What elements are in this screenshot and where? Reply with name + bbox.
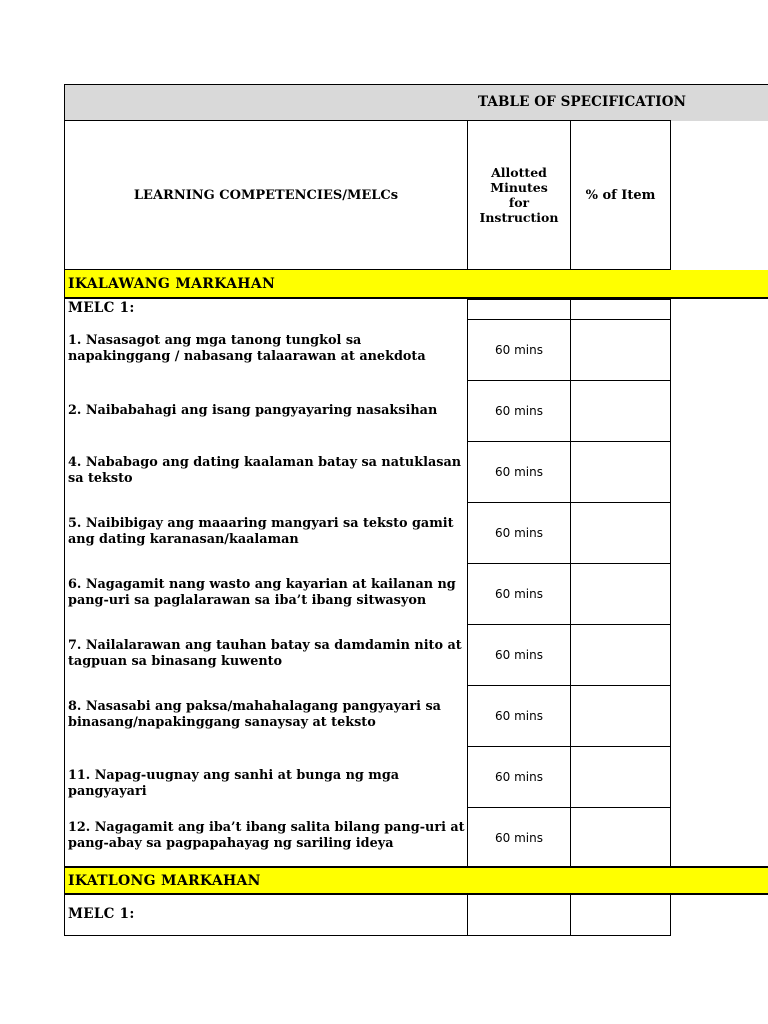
- competency-text: 1. Nasasagot ang mga tanong tungkol sa napakinggang / nabasang talaarawan at anekdota: [68, 333, 426, 364]
- section-header-ikatlong: IKATLONG MARKAHAN: [64, 866, 768, 895]
- title-bar: [64, 84, 768, 121]
- competency-row: [64, 381, 468, 442]
- table-title: TABLE OF SPECIFICATION: [478, 94, 687, 110]
- melc-label: MELC 1:: [68, 300, 135, 316]
- section-header-ikalawang: IKALAWANG MARKAHAN: [64, 270, 768, 299]
- competency-text: 11. Napag-uugnay ang sanhi at bunga ng mga pangyayari: [68, 768, 400, 799]
- competency-row: [64, 503, 468, 564]
- percent-cell: [570, 895, 671, 936]
- minutes-cell: [467, 625, 571, 686]
- competency-text: 6. Nagagamit nang wasto ang kayarian at kailanan ng pang-uri sa paglalarawan sa iba’t ibang sitwasyon: [68, 577, 456, 608]
- minutes-cell: [467, 895, 571, 936]
- percent-cell: [570, 625, 671, 686]
- competency-row: [64, 625, 468, 686]
- percent-cell: [570, 381, 671, 442]
- header-percent: % of Item: [570, 120, 671, 271]
- minutes-value: 60 mins: [495, 465, 543, 479]
- minutes-value: 60 mins: [495, 648, 543, 662]
- competency-text: 7. Nailalarawan ang tauhan batay sa damdamin nito at tagpuan sa binasang kuwento: [68, 638, 462, 669]
- competency-text: 2. Naibabahagi ang isang pangyayaring nasaksihan: [68, 403, 438, 418]
- competency-text: 8. Nasasabi ang paksa/mahahalagang pangyayari sa binasang/napakinggang sanaysay at teksto: [68, 699, 441, 730]
- competency-row: [64, 320, 468, 381]
- competency-row: [64, 808, 468, 867]
- competency-row: [64, 747, 468, 808]
- percent-cell: [570, 808, 671, 867]
- header-minutes: [467, 120, 571, 271]
- minutes-cell: [467, 564, 571, 625]
- percent-cell: [570, 299, 671, 320]
- minutes-value: 60 mins: [495, 526, 543, 540]
- melc-label: MELC 1:: [68, 906, 135, 922]
- minutes-value: 60 mins: [495, 587, 543, 601]
- competency-text: 5. Naibibigay ang maaaring mangyari sa teksto gamit ang dating karanasan/kaalaman: [68, 516, 454, 547]
- minutes-value: 60 mins: [495, 770, 543, 784]
- header-minutes-label: Allotted Minutes for Instruction: [479, 165, 559, 225]
- melc-label-cell: [64, 299, 468, 320]
- percent-cell: [570, 747, 671, 808]
- melc-label-cell: [64, 895, 468, 936]
- competency-row: [64, 686, 468, 747]
- minutes-value: 60 mins: [495, 709, 543, 723]
- percent-cell: [570, 503, 671, 564]
- table-bottom-border: [64, 935, 671, 936]
- percent-cell: [570, 320, 671, 381]
- minutes-cell: [467, 503, 571, 564]
- minutes-cell: [467, 299, 571, 320]
- minutes-value: 60 mins: [495, 404, 543, 418]
- competency-row: [64, 442, 468, 503]
- percent-cell: [570, 442, 671, 503]
- percent-cell: [570, 686, 671, 747]
- competency-row: [64, 564, 468, 625]
- competency-text: 12. Nagagamit ang iba’t ibang salita bilang pang-uri at pang-abay sa pagpapahayag ng sariling ideya: [68, 820, 465, 851]
- competency-text: 4. Nababago ang dating kaalaman batay sa natuklasan sa teksto: [68, 455, 462, 486]
- minutes-value: 60 mins: [495, 343, 543, 357]
- minutes-cell: [467, 442, 571, 503]
- minutes-cell: [467, 320, 571, 381]
- minutes-value: 60 mins: [495, 830, 543, 845]
- minutes-cell: [467, 381, 571, 442]
- percent-cell: [570, 564, 671, 625]
- minutes-cell: [467, 747, 571, 808]
- header-competencies: LEARNING COMPETENCIES/MELCs: [64, 120, 468, 271]
- minutes-cell: [467, 808, 571, 867]
- minutes-cell: [467, 686, 571, 747]
